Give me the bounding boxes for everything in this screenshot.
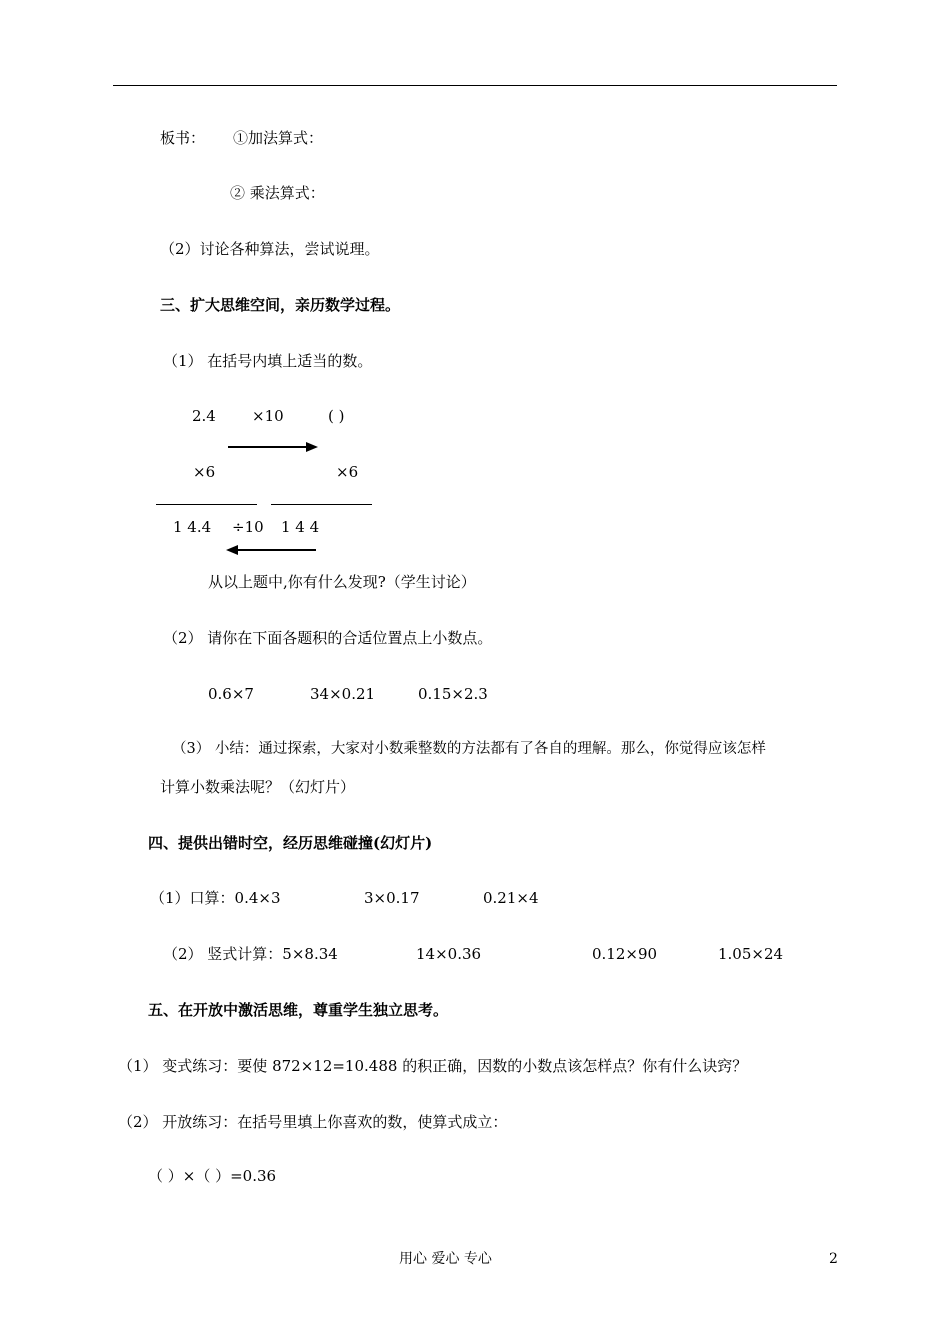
written-item-2: 0.12×90: [592, 945, 658, 963]
board-label: 板书：: [160, 129, 206, 147]
q2-item-2: 34×0.21: [310, 685, 376, 703]
written-item-1: 14×0.36: [416, 945, 482, 963]
written-item-3: 1.05×24: [718, 945, 784, 963]
section3-summary-line2: 计算小数乘法呢？（幻灯片）: [160, 778, 356, 796]
arrow-right-icon: [228, 441, 318, 453]
section3-heading: 三、扩大思维空间，亲历数学过程。: [160, 296, 401, 314]
section5-heading: 五、在开放中激活思维，尊重学生独立思考。: [148, 1001, 449, 1019]
diagram-top-op: ×10: [252, 407, 284, 425]
oral-item-1: 3×0.17: [364, 889, 420, 907]
diagram-mid-left: ×6: [193, 463, 216, 481]
section5-q1: （1） 变式练习：要使 872×12=10.488 的积正确，因数的小数点该怎样点？你有什么诀窍？: [118, 1057, 748, 1075]
section3-summary-line1: （3） 小结：通过探索，大家对小数乘整数的方法都有了各自的理解。那么，你觉得应该怎样: [172, 741, 766, 757]
section3-finding: 从以上题中,你有什么发现?（学生讨论）: [208, 573, 476, 591]
header-rule: [113, 85, 837, 86]
board-multiplication: ② 乘法算式：: [230, 184, 325, 202]
section3-q1: （1） 在括号内填上适当的数。: [163, 352, 373, 370]
diagram-top-left: 2.4: [192, 407, 216, 425]
diagram-bottom-left: 1 4.4: [173, 518, 212, 536]
page-number: 2: [829, 1251, 838, 1267]
q2-item-1: 0.6×7: [208, 685, 254, 703]
board-addition: ①加法算式：: [233, 129, 324, 147]
discuss-line: （2）讨论各种算法，尝试说理。: [160, 240, 380, 258]
footer-motto: 用心 爱心 专心: [399, 1251, 492, 1267]
diagram-bottom-right: 1 4 4: [281, 518, 320, 536]
q2-item-3: 0.15×2.3: [418, 685, 488, 703]
section5-q2: （2） 开放练习：在括号里填上你喜欢的数，使算式成立：: [118, 1113, 508, 1131]
oral-item-2: 0.21×4: [483, 889, 539, 907]
diagram-top-right: ( ): [328, 407, 345, 425]
diagram-mid-right: ×6: [336, 463, 359, 481]
section4-heading: 四、提供出错时空，经历思维碰撞(幻灯片): [148, 834, 433, 852]
section5-equation: （ ）×（ ）=0.36: [148, 1167, 277, 1185]
diagram-rule-left: [156, 504, 257, 505]
section4-written-label: （2） 竖式计算：5×8.34: [163, 945, 338, 963]
section3-q2: （2） 请你在下面各题积的合适位置点上小数点。: [163, 629, 493, 647]
arrow-left-icon: [226, 544, 316, 556]
section4-oral-label: （1）口算：0.4×3: [150, 889, 281, 907]
diagram-rule-right: [271, 504, 372, 505]
diagram-bottom-op: ÷10: [232, 518, 264, 536]
